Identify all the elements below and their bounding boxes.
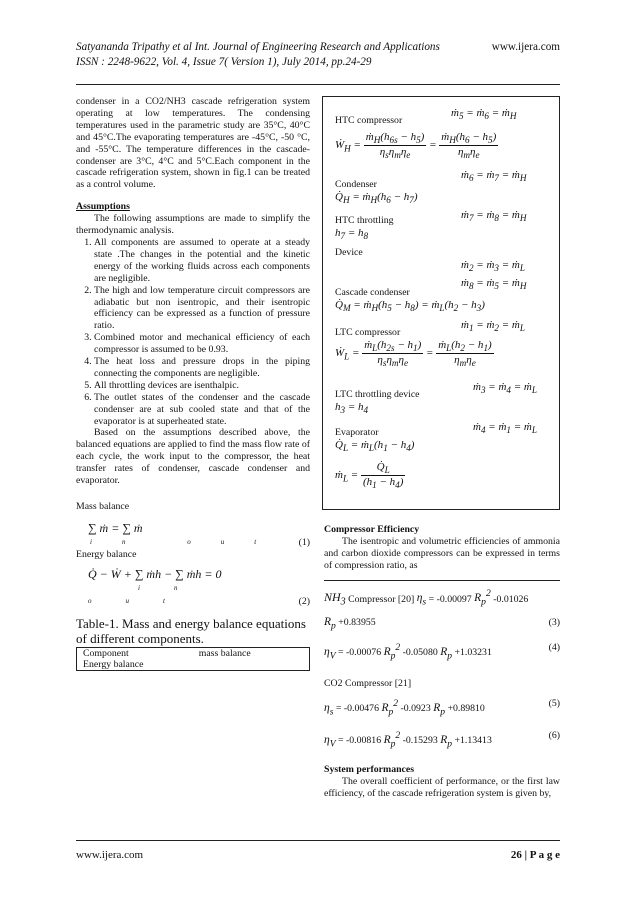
based-paragraph: Based on the assumptions described above, the balanced equations are applied to find the mass flow rate of each cycle, the work input to the compressor, the heat transfer rates of condenser, cascade condenser and evaporator. [76, 427, 310, 487]
equation-4: $\eta_V = -0.00076$ $R_p^2$ -0.05080 $R_p +1.03231$ (4) [324, 641, 560, 662]
equations-box [322, 96, 560, 510]
label-evaporator: Evaporator [335, 427, 379, 438]
header-issn: ISSN : 2248-9622, Vol. 4, Issue 7( Version 1), July 2014, pp.24-29 [76, 56, 372, 68]
equation-2 [76, 566, 310, 609]
eq-ltc-throttle-mass: ṁ$_3$ = ṁ$_4$ = ṁ$_L$ [473, 381, 537, 396]
eq-cond-heat: $Q̇_H$ = $ṁ_H(h_6 - h_7)$ [335, 191, 418, 206]
label-htc-throttling: HTC throttling [335, 215, 394, 226]
system-performance-heading: System performances [324, 763, 415, 775]
header-site-link[interactable]: www.ijera.com [491, 41, 560, 53]
list-item: 6. The outlet states of the condenser and the cascade condenser are at sub cooled state and that of the evaporator is at superheated state. [94, 392, 310, 428]
label-cascade-condenser: Cascade condenser [335, 287, 410, 298]
system-performance-text: The overall coefficient of performance, or the first law efficiency, of the cascade refrigeration system is given by, [324, 775, 560, 799]
equation-2-number: (2) [298, 596, 310, 608]
nh3-equation-block [324, 580, 560, 662]
page-footer [76, 849, 560, 861]
assumptions-list [76, 237, 310, 428]
left-column [76, 96, 310, 671]
page-number: 26 | P a g e [510, 849, 560, 861]
label-ltc-throttling: LTC throttling device [335, 389, 420, 400]
running-header [76, 40, 560, 70]
balance-table [76, 647, 310, 671]
eq-htc-mass: ṁ$_5$ = ṁ$_6$ = ṁ$_H$ [451, 107, 517, 122]
label-device: Device [335, 247, 363, 258]
compressor-efficiency-text: The isentropic and volumetric efficiencies of ammonia and carbon dioxide compressors can be expressed in terms of compression ratio, as [324, 535, 560, 571]
co2-label: CO2 Compressor [21] [324, 677, 412, 689]
eq-htc-throttle-h: $h_7 = h_8$ [335, 227, 369, 242]
eq-cascade-mass: ṁ$_8$ = ṁ$_5$ = ṁ$_H$ [461, 277, 527, 292]
list-item: 5. All throttling devices are isenthalpic. [94, 380, 310, 392]
list-item: 1. All components are assumed to operate at a steady state .The changes in the potential and the kinetic energy of the working fluids across each components are negligible. [94, 237, 310, 285]
list-item: 2. The high and low temperature circuit compressors are adiabatic but non isentropic, and their isentropic efficiency can be expressed as a function of pressure ratio. [94, 285, 310, 333]
list-item: 3. Combined motor and mechanical efficiency of each compressor is assumed to be 0.93. [94, 332, 310, 356]
equation-6: $\eta_V = -0.00816$ $R_p^2$ -0.15293 $R_p +1.13413$ (6) [324, 729, 560, 750]
header-rule [76, 84, 560, 85]
label-htc-compressor: HTC compressor [335, 115, 403, 126]
energy-balance-label: Energy balance [76, 548, 137, 560]
eq-ltc-mass: ṁ$_1$ = ṁ$_2$ = ṁ$_L$ [461, 319, 525, 334]
eq-evap-mass: ṁ$_4$ = ṁ$_1$ = ṁ$_L$ [473, 421, 537, 436]
mass-balance-label: Mass balance [76, 501, 130, 512]
table-header-component: Component mass balance [77, 648, 310, 660]
label-ltc-compressor: LTC compressor [335, 327, 401, 338]
right-column [324, 524, 560, 800]
equation-1-body: ∑ ṁ = ∑ ṁ in out [88, 520, 287, 546]
eq-ltc-throttle-h: $h_3 = h_4$ [335, 401, 369, 416]
label-condenser: Condenser [335, 179, 377, 190]
eq-device-mass: ṁ$_2$ = ṁ$_3$ = ṁ$_L$ [461, 259, 525, 274]
equation-3: $R_p +0.83955$ (3) [324, 615, 560, 632]
eq-evap-mdot: ṁ$_L$ = $\frac{Q̇_L}{(h_1 - h_4)}$ [335, 461, 404, 491]
compressor-efficiency-heading: Compressor Efficiency [324, 524, 420, 535]
eq-cond-mass: ṁ$_6$ = ṁ$_7$ = ṁ$_H$ [461, 169, 527, 184]
assumptions-heading: Assumptions [76, 201, 130, 213]
assumptions-intro: The following assumptions are made to simplify the thermodynamic analysis. [76, 213, 310, 237]
eq-htc-work: Ẇ$_H$ = $\frac{ṁ_H(h_{6s} - h_5)}{\eta_s\eta_m\eta_e}$ = $\frac{ṁ_H(h_6 - h_5)}{\eta_m\eta_e}$ [335, 131, 497, 161]
equation-1 [76, 520, 310, 549]
eq-ltc-work: Ẇ$_L$ = $\frac{ṁ_L(h_{2s} - h_1)}{\eta_s\eta_m\eta_e}$ = $\frac{ṁ_L(h_2 - h_1)}{\eta_m\eta_e}$ [335, 339, 492, 369]
table-header-energy: Energy balance [77, 659, 310, 671]
intro-paragraph: condenser in a CO2/NH3 cascade refrigeration system operating at low temperatures. The condensing temperatures used in the parametric study are 35°C, 40°C and 45°C.The evaporating temperatures are -45°C, -50 °C, and -55°C. The temperature differences in the cascade-condenser are 3°C, 4°C and 5°C.Each component in the cascade refrigeration system, shown in fig.1 can be treated as a control volume. [76, 96, 310, 191]
equation-5: $\eta_s = -0.00476$ $R_p^2$ -0.0923 $R_p +0.89810$ (5) [324, 697, 560, 718]
equation-1-number: (1) [298, 536, 310, 548]
footer-rule [76, 840, 560, 841]
footer-site-link[interactable]: www.ijera.com [76, 849, 144, 861]
table-caption: Table-1. Mass and energy balance equations of different components. [76, 616, 306, 647]
equation-2-body: Q̇ − Ẇ + ∑ ṁh − ∑ ṁh = 0 in out [88, 566, 222, 606]
eq-cascade-heat: $Q̇_M$ = $ṁ_H(h_5 - h_8)$ = $ṁ_L(h_2 - h_3)$ [335, 299, 485, 314]
eq-htc-throttle-mass: ṁ$_7$ = ṁ$_8$ = ṁ$_H$ [461, 209, 527, 224]
header-journal: Satyananda Tripathy et al Int. Journal of Engineering Research and Applications [76, 41, 440, 53]
list-item: 4. The heat loss and pressure drops in the piping connecting the components are negligible. [94, 356, 310, 380]
nh3-line: $NH_3$ Compressor [20] $\eta_s = -0.00097$ $R_p^2$ -0.01026 [324, 588, 529, 608]
eq-evap-heat: $Q̇_L$ = $ṁ_L(h_1 - h_4)$ [335, 439, 415, 454]
